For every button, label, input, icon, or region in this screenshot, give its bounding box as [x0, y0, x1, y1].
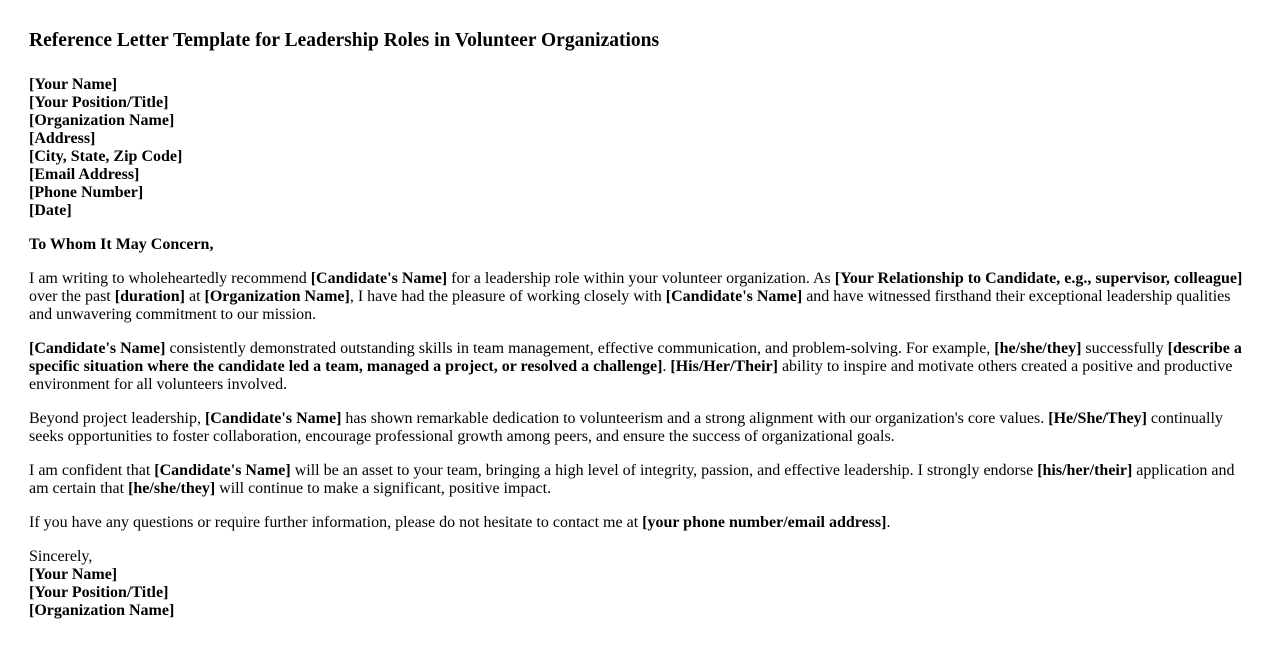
sender-info-line: [Address]: [29, 130, 96, 147]
text-run: I am confident that: [29, 462, 155, 479]
text-run: successfully: [1081, 340, 1168, 357]
letter-paragraph-intro: [29, 270, 1244, 324]
signature-line: [Organization Name]: [29, 602, 175, 619]
sender-info-line: [Organization Name]: [29, 112, 175, 129]
text-run: at: [184, 288, 205, 305]
letter-paragraph-skills: [29, 340, 1244, 394]
text-run: , I have had the pleasure of working closely with: [349, 288, 666, 305]
placeholder-field: [Candidate's Name]: [310, 270, 448, 287]
placeholder-field: [Organization Name]: [204, 288, 350, 305]
page-title: Reference Letter Template for Leadership Roles in Volunteer Organizations: [29, 30, 660, 51]
text-run: and have witnessed firsthand their exceptional leadership qualities and unwavering commitment to our mission.: [29, 288, 1231, 323]
placeholder-field: [His/Her/Their]: [670, 358, 778, 375]
placeholder-field: [your phone number/email address]: [642, 514, 887, 531]
text-run: If you have any questions or require further information, please do not hesitate to contact me at: [29, 514, 643, 531]
signature-line: [Your Name]: [29, 566, 118, 583]
sender-info-line: [Date]: [29, 202, 72, 219]
placeholder-field: [Candidate's Name]: [204, 410, 342, 427]
text-run: will continue to make a significant, positive impact.: [215, 480, 552, 497]
text-run: over the past: [29, 288, 115, 305]
text-run: application and am certain that: [29, 462, 1235, 497]
text-run: continually seeks opportunities to foster collaboration, encourage professional growth among peers, and ensure the success of organizational goals.: [29, 410, 1223, 445]
placeholder-field: [He/She/They]: [1048, 410, 1147, 427]
placeholder-field: [Candidate's Name]: [154, 462, 291, 479]
signature-block: [29, 566, 1244, 620]
placeholder-field: [Your Relationship to Candidate, e.g., supervisor, colleague]: [834, 270, 1243, 287]
text-run: consistently demonstrated outstanding skills in team management, effective communication, and problem-solving. For example,: [165, 340, 995, 357]
placeholder-field: [duration]: [114, 288, 185, 305]
text-run: will be an asset to your team, bringing a high level of integrity, passion, and effective leadership. I strongly endorse: [290, 462, 1038, 479]
placeholder-field: [he/she/they]: [994, 340, 1082, 357]
text-run: has shown remarkable dedication to volunteerism and a strong alignment with our organization's core values.: [341, 410, 1049, 427]
placeholder-field: [Candidate's Name]: [29, 340, 166, 357]
text-run: .: [886, 514, 891, 531]
text-run: ability to inspire and motivate others created a positive and productive environment for all volunteers involved.: [29, 358, 1233, 393]
sender-info-line: [Email Address]: [29, 166, 140, 183]
text-run: I am writing to wholeheartedly recommend: [29, 270, 311, 287]
sender-info-block: [29, 76, 1244, 220]
valediction: Sincerely,: [29, 548, 93, 565]
text-run: Beyond project leadership,: [29, 410, 205, 427]
closing-block: [29, 548, 1244, 620]
letter-paragraph-dedication: [29, 410, 1244, 446]
letter-paragraph-endorsement: [29, 462, 1244, 498]
text-run: .: [662, 358, 671, 375]
placeholder-field: [Candidate's Name]: [665, 288, 803, 305]
sender-info-line: [Your Position/Title]: [29, 94, 169, 111]
letter-paragraph-contact: [29, 514, 1244, 532]
signature-line: [Your Position/Title]: [29, 584, 169, 601]
sender-info-line: [City, State, Zip Code]: [29, 148, 183, 165]
salutation: To Whom It May Concern,: [29, 236, 214, 253]
placeholder-field: [describe a specific situation where the candidate led a team, managed a project, or resolved a challenge]: [29, 340, 1242, 375]
sender-info-line: [Your Name]: [29, 76, 118, 93]
placeholder-field: [he/she/they]: [128, 480, 216, 497]
text-run: for a leadership role within your volunteer organization. As: [447, 270, 835, 287]
placeholder-field: [his/her/their]: [1037, 462, 1133, 479]
sender-info-line: [Phone Number]: [29, 184, 144, 201]
